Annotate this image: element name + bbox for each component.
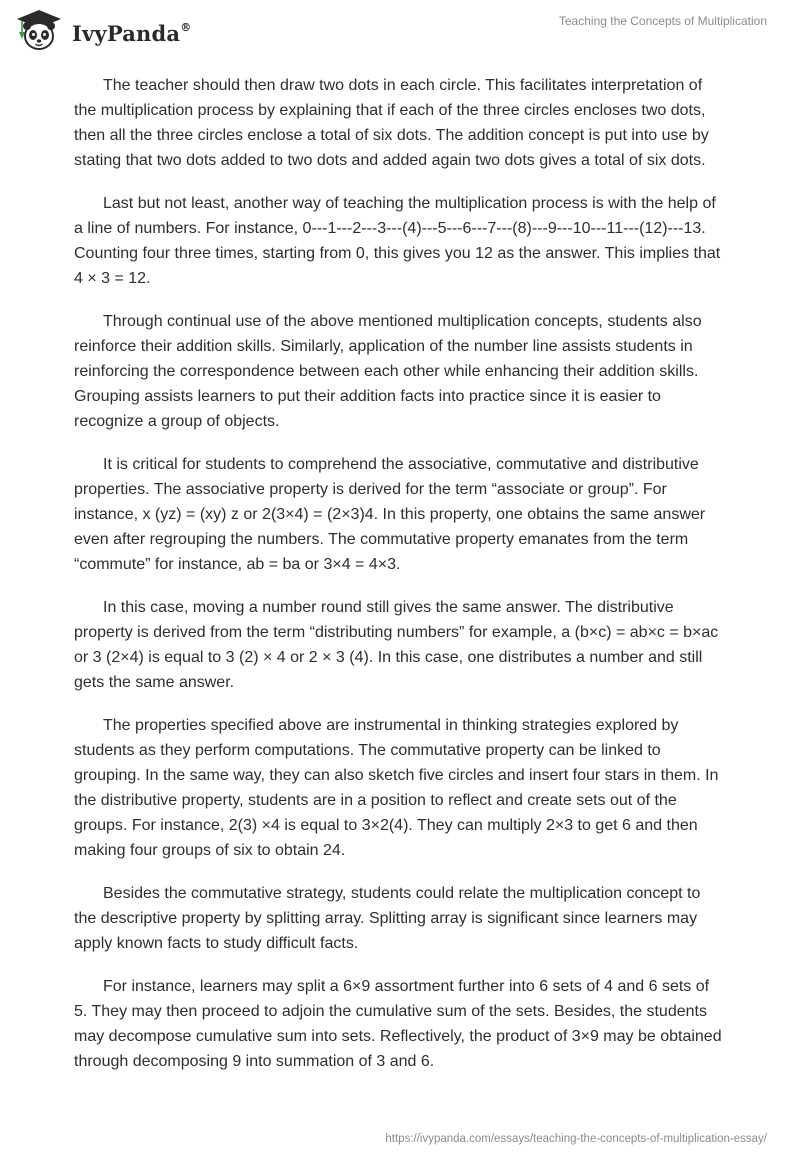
paragraph: Through continual use of the above mentioned multiplication concepts, students also reinforce their addition skills. Similarly, application of the number line assists students in reinforcing the correspondence between each other while enhancing their addition skills. Grouping assists learners to put their addition facts into practice since it is easier to recognize a group of objects. bbox=[74, 313, 702, 430]
source-url[interactable]: https://ivypanda.com/essays/teaching-the-concepts-of-multiplication-essay/ bbox=[385, 1133, 767, 1145]
registered-mark: ® bbox=[180, 20, 192, 34]
paragraph: Last but not least, another way of teaching the multiplication process is with the help of a line of numbers. For instance, 0---1---2---3---(4)---5---6---7---(8)---9---10---11---(12)---13. Counting four three times, starting from 0, this gives you 12 as the answer. This implies that 4 × 3 = 12. bbox=[74, 195, 721, 287]
panda-graduate-icon bbox=[14, 8, 64, 54]
paragraph: Besides the commutative strategy, students could relate the multiplication concept to the descriptive property by splitting array. Splitting array is significant since learners may apply known facts to study difficult facts. bbox=[74, 885, 701, 952]
brand-name: IvyPanda® bbox=[72, 20, 192, 46]
paragraph: The teacher should then draw two dots in each circle. This facilitates interpretation of the multiplication process by explaining that if each of the three circles encloses two dots, then all the three circles enclose a total of six dots. The addition concept is put into use by stating that two dots added to two dots and added again two dots gives a total of six dots. bbox=[74, 77, 709, 169]
paragraph: In this case, moving a number round still gives the same answer. The distributive property is derived from the term “distributing numbers” for example, a (b×c) = ab×c = b×ac or 3 (2×4) is equal to 3 (2) × 4 or 2 × 3 (4). In this case, one distributes a number and still gets the same answer. bbox=[74, 599, 719, 691]
essay-body bbox=[74, 73, 724, 1092]
paragraph: The properties specified above are instrumental in thinking strategies explored by students as they perform computations. The commutative property can be linked to grouping. In the same way, they can also sketch five circles and insert four stars in them. In the distributive property, students are in a position to reflect and create sets out of the groups. For instance, 2(3) ×4 is equal to 3×2(4). They can multiply 2×3 to get 6 and then making four groups of six to obtain 24. bbox=[74, 717, 719, 859]
page-header bbox=[0, 0, 800, 60]
paragraph: For instance, learners may split a 6×9 assortment further into 6 sets of 4 and 6 sets of 5. They may then proceed to adjoin the cumulative sum of the sets. Besides, the students may decompose cumulative sum into sets. Reflectively, the product of 3×9 may be obtained through decomposing 9 into summation of 3 and 6. bbox=[74, 978, 722, 1070]
paragraph: It is critical for students to comprehend the associative, commutative and distributive properties. The associative property is derived for the term “associate or group”. For instance, x (yz) = (xy) z or 2(3×4) = (2×3)4. In this property, one obtains the same answer even after regrouping the numbers. The commutative property emanates from the term “commute” for instance, ab = ba or 3×4 = 4×3. bbox=[74, 456, 706, 573]
logo[interactable] bbox=[14, 8, 191, 54]
document-title: Teaching the Concepts of Multiplication bbox=[558, 14, 767, 28]
